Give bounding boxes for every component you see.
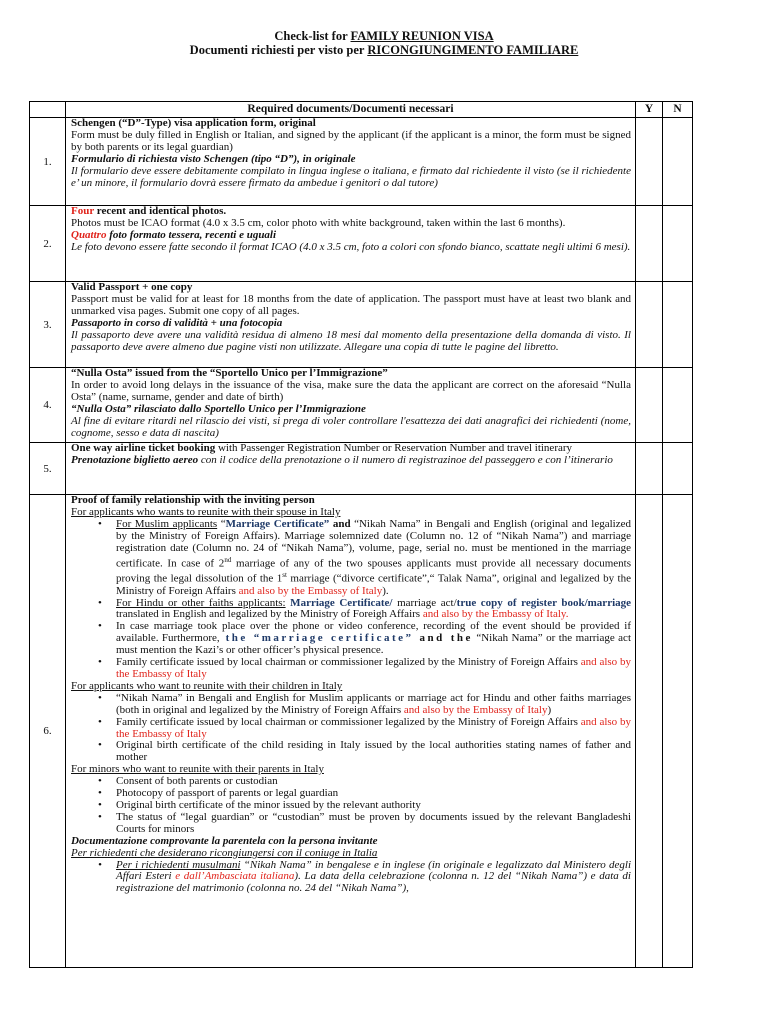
list-item-highlight: the “marriage certificate” <box>219 632 414 645</box>
list-item-lead: For Muslim applicants <box>116 517 218 530</box>
list-item-highlight: Marriage Certificate/ <box>285 596 393 609</box>
table-row <box>30 206 693 282</box>
row-text-en: In order to avoid long delays in the issuance of the visa, make sure the data the applicant are correct on the aforesaid “Nulla Osta” (name, surname, gender and date of birth) <box>71 378 631 403</box>
row-text-en: Form must be duly filled in English or Italian, and signed by the applicant (if the applicant is a minor, the form must be signed by both parents or its legal guardian) <box>71 128 631 153</box>
check-n[interactable] <box>663 443 693 495</box>
row-title-en-text: recent and identical photos. <box>94 205 227 217</box>
list-item-lead: For Hindu or other faiths applicants: <box>116 596 286 609</box>
check-y[interactable] <box>636 443 663 495</box>
row-title-it: Passaporto in corso di validità + una fotocopia <box>71 316 283 329</box>
table-row <box>30 443 693 495</box>
list-item-sup-2: st <box>282 571 287 580</box>
row-text-en: Passport must be valid for at least for 18 months from the date of application. The passport must have at least two blank and unmarked visa pages. Submit one copy of all pages. <box>71 292 631 317</box>
list-item-red: e dall’Ambasciata italiana <box>171 870 295 883</box>
header-line-2-title: RICONGIUNGIMENTO FAMILIARE <box>367 43 579 57</box>
row-number: 3. <box>30 282 66 368</box>
subheading-children: For applicants who want to reunite with their children in Italy <box>71 679 343 692</box>
row-number: 1. <box>30 118 66 206</box>
header-line-2 <box>0 43 768 57</box>
check-y[interactable] <box>636 495 663 968</box>
list-item: • Original birth certificate of the minor issued by the relevant authority <box>116 800 631 812</box>
check-n[interactable] <box>663 282 693 368</box>
row-title-en: “Nulla Osta” issued from the “Sportello Unico per l’Immigrazione” <box>71 367 388 379</box>
header-line-1-prefix: Check-list for <box>274 29 351 43</box>
list-item-quote: “ <box>217 517 226 530</box>
row-title-it-text: foto formato tessera, recenti e uguali <box>106 228 277 241</box>
list-item-end: ) <box>547 703 552 716</box>
check-n[interactable] <box>663 206 693 282</box>
document-header <box>0 0 768 57</box>
list-item <box>116 598 631 622</box>
list-item-mid: marriage act/ <box>392 596 457 609</box>
list-item-text: Family certificate issued by local chairman or commissioner legalized by the Ministry of Foreign Affairs <box>116 715 578 728</box>
header-y: Y <box>636 102 663 118</box>
list-item-sup: nd <box>224 555 232 564</box>
list-item-text: Family certificate issued by local chairman or commissioner legalized by the Ministry of Foreign Affairs <box>116 656 578 669</box>
list-item-red: and also by the Embassy of Italy <box>116 715 631 740</box>
table-row <box>30 282 693 368</box>
header-num-cell <box>30 102 66 118</box>
row-text-it: Il passaporto deve avere una validità residua di almeno 18 mesi dal momento della presentazione della domanda di visto. Il passaporto deve avere almeno due pagine visti non utilizzate. Allegare una copia di tutte le pagine del libretto. <box>71 328 631 353</box>
list-item-highlight: Marriage Certificate” <box>225 517 330 530</box>
list-item <box>116 860 631 896</box>
row-title-it-count: Quattro <box>71 228 107 241</box>
row-content <box>66 118 636 206</box>
checklist-table <box>29 101 693 968</box>
row-title-it <box>71 230 631 242</box>
list-item-text: “Nikah Nama” in Bengali and English for Muslim applicants or marriage act for Hindu and other faiths marriages (both in original and legalized by the Ministry of Foreign Affairs <box>116 691 631 716</box>
row-title-en: Valid Passport + one copy <box>71 281 193 293</box>
table-row <box>30 368 693 443</box>
list-item-and: and the <box>413 632 473 645</box>
table-header-row <box>30 102 693 118</box>
table-row <box>30 495 693 968</box>
list-item-text-2: ). La data della celebrazione (colonna n. 12 del “Nikah Nama”) e data di registrazione del matrimonio (colonna no. 24 del “Nikah Nama”), <box>116 870 631 895</box>
list-item-end: ). <box>382 584 389 597</box>
row-it <box>71 455 631 467</box>
row-title-it: Documentazione comprovante la parentela con la persona invitante <box>71 834 378 847</box>
check-y[interactable] <box>636 118 663 206</box>
row-content <box>66 443 636 495</box>
row-number: 2. <box>30 206 66 282</box>
check-n[interactable] <box>663 495 693 968</box>
row-text-en: with Passenger Registration Number or Reservation Number and travel itinerary <box>215 442 573 454</box>
row-title-en-count: Four <box>71 205 95 217</box>
list-item-red: and also by the Embassy of Italy <box>116 656 631 680</box>
list-item-highlight-2: true copy of register book/marriage <box>456 596 632 609</box>
list-item-text: In case marriage took place over the phone or video conference, recording of the event should be provided if available. Furthermore, <box>116 620 631 645</box>
row-content <box>66 368 636 443</box>
list-item <box>116 519 631 598</box>
list-item-and: and <box>329 517 355 530</box>
check-n[interactable] <box>663 368 693 443</box>
row-number: 5. <box>30 443 66 495</box>
spouse-list <box>71 519 631 681</box>
list-item-red: and also by the Embassy of Italy. <box>420 608 569 621</box>
children-list <box>71 693 631 764</box>
list-item <box>116 621 631 657</box>
list-item: • Photocopy of passport of parents or legal guardian <box>116 788 631 800</box>
row-number: 4. <box>30 368 66 443</box>
subheading-spouse: For applicants who wants to reunite with their spouse in Italy <box>71 505 341 518</box>
row-text-it: Il formulario deve essere debitamente compilato in lingua inglese o italiana, e firmato dal richiedente il visto (se il richiedente e’ un minore, il formulario dovrà essere firmato da ambedue i genitori o dal tutore) <box>71 164 631 189</box>
list-item-text: “Nikah Nama” in Bengali and English (original and legalized by the Ministry of Foreign Affairs). Marriage solemnized date (Column no. 12 of “Nikah Nama”) and marriage registration date (Column no. 24 of “Nikah Nama”), volume, page, serial no. must be mentioned in the marriage certificate. In case of 2 <box>116 517 631 570</box>
table-row <box>30 118 693 206</box>
check-n[interactable] <box>663 118 693 206</box>
row-content <box>66 206 636 282</box>
list-item: • The status of “legal guardian” or “custodian” must be proven by documents issued by the relevant Bangladeshi Courts for minors <box>116 812 631 836</box>
row-title-it: Prenotazione biglietto aereo <box>71 453 199 466</box>
list-item-red: and also by the Embassy of Italy <box>235 584 383 597</box>
header-line-1-title: FAMILY REUNION VISA <box>350 29 494 43</box>
row-title-en: Schengen (“D”-Type) visa application form, original <box>71 117 316 129</box>
list-item-text-3: marriage (“divorce certificate”,“ Talak Nama”, original and legalized by the Ministry of Foreign Affairs <box>116 572 631 597</box>
list-item-text: translated in English and legalized by the Ministry of Foreigh Affairs <box>116 608 421 621</box>
row-title-en: Proof of family relationship with the inviting person <box>71 494 315 506</box>
check-y[interactable] <box>636 282 663 368</box>
header-n: N <box>663 102 693 118</box>
list-item: • Original birth certificate of the child residing in Italy issued by the local authorities stating names of father and mother <box>116 740 631 764</box>
row-title-it: Formulario di richiesta visto Schengen (tipo “D”), in originale <box>71 152 356 165</box>
list-item: • Consent of both parents or custodian <box>116 776 631 788</box>
list-item <box>116 693 631 717</box>
check-y[interactable] <box>636 206 663 282</box>
row-text-it: con il codice della prenotazione o il numero di registrazinoe del passeggero e con l’itinerario <box>198 453 613 466</box>
minors-list <box>71 776 631 836</box>
subheading-minors: For minors who want to reunite with their parents in Italy <box>71 763 324 776</box>
row-content <box>66 495 636 968</box>
list-item <box>116 657 631 681</box>
header-docs: Required documents/Documenti necessari <box>66 102 636 118</box>
row-title-en: One way airline ticket booking <box>71 442 216 454</box>
list-item-red: and also by the Embassy of Italy <box>401 703 548 716</box>
subheading-spouse-it: Per richiedenti che desiderano ricongiungersi con il coniuge in Italia <box>71 846 378 859</box>
row-text-it: Al fine di evitare ritardi nel rilascio dei visti, si prega di voler controllare l'esattezza dei dati anagrafici dei richiedenti (nome, cognome, sesso e data di nascita) <box>71 414 631 439</box>
list-item-text: “Nikah Nama” in bengalese e in inglese (in originale e legalizzato dal Ministero degli Affari Esteri <box>116 858 632 883</box>
row-text-en: Photos must be ICAO format (4.0 x 3.5 cm, color photo with white background, taken within the last 6 months). <box>71 216 566 229</box>
spouse-list-it <box>71 860 631 896</box>
list-item-text-2: marriage of any of the two spouses applicants must provide all necessary documents proving the legal dissolution of the 1 <box>116 557 631 585</box>
header-line-2-prefix: Documenti richiesti per visto per <box>189 43 368 57</box>
list-item <box>116 717 631 741</box>
check-y[interactable] <box>636 368 663 443</box>
row-number: 6. <box>30 495 66 968</box>
list-item-lead: Per i richiedenti musulmani <box>116 858 241 871</box>
row-title-it: “Nulla Osta” rilasciato dallo Sportello Unico per l’Immigrazione <box>71 402 366 415</box>
row-text-it: Le foto devono essere fatte secondo il format ICAO (4.0 x 3.5 cm, foto a colori con sfondo bianco, scattate negli ultimi 6 mesi). <box>71 240 631 253</box>
row-content <box>66 282 636 368</box>
list-item-text-2: “Nikah Nama” or the marriage act must mention the Kazi’s or other officer’s physical presence. <box>116 632 631 657</box>
header-line-1 <box>0 29 768 43</box>
